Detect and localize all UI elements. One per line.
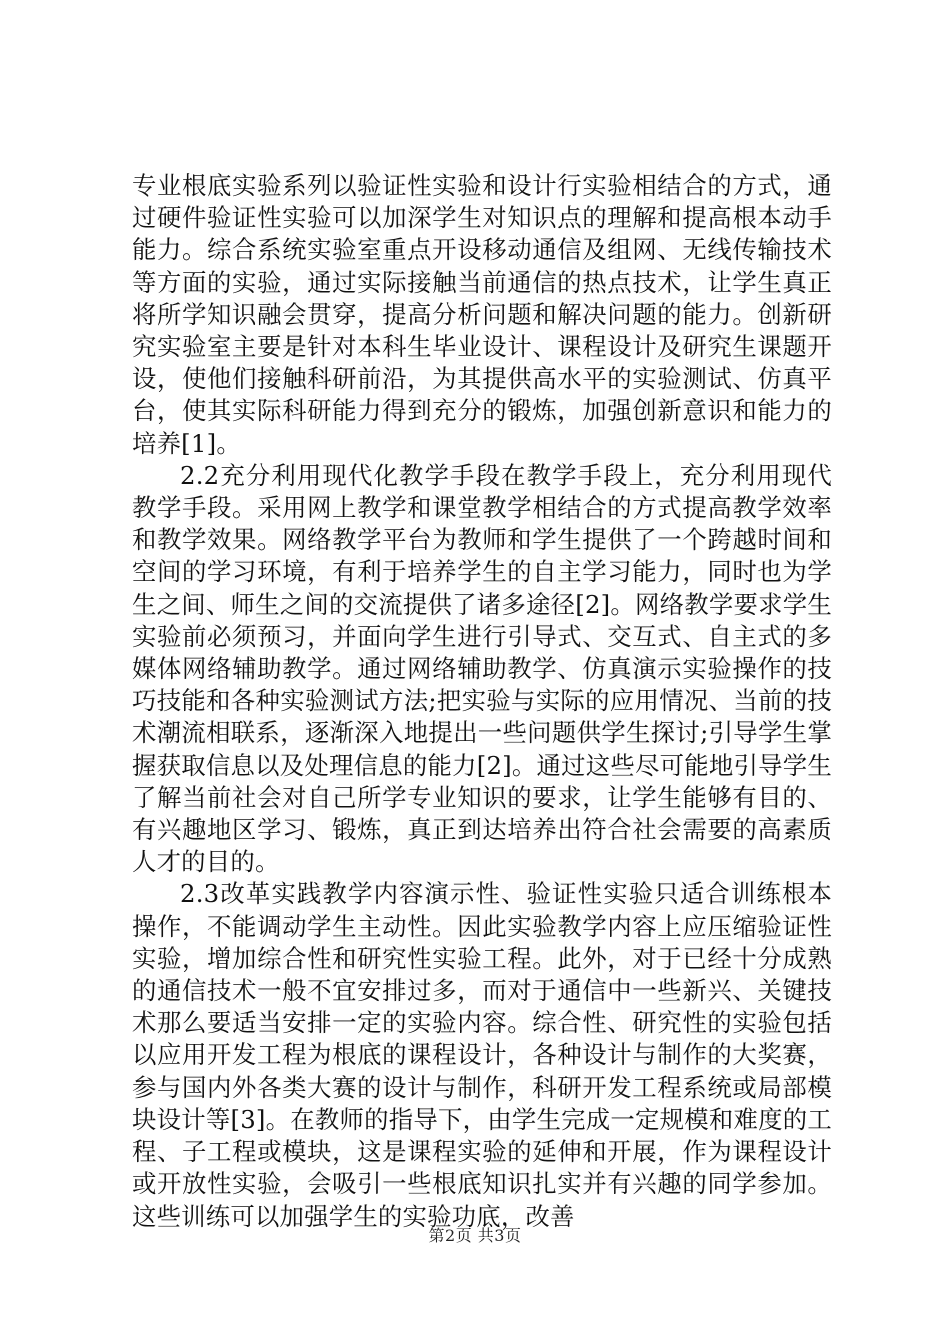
paragraph-section-2-3: 2.3改革实践教学内容演示性、验证性实验只适合训练根本操作，不能调动学生主动性。因此实验教学内容上应压缩验证性实验，增加综合性和研究性实验工程。此外，对于已经十分成熟的通信技术一般不宜安排过多，而对于通信中一些新兴、关键技术那么要适当安排一定的实验内容。综合性、研究性的实验包括以应用开发工程为根底的课程设计，各种设计与制作的大奖赛，参与国内外各类大赛的设计与制作，科研开发工程系统或局部模块设计等[3]。在教师的指导下，由学生完成一定规模和难度的工程、子工程或模块，这是课程实验的延伸和开展，作为课程设计或开放性实验，会吸引一些根底知识扎实并有兴趣的同学参加。这些训练可以加强学生的实验功底，改善 xyxy=(132,879,832,1231)
paragraph-lab-series: 专业根底实验系列以验证性实验和设计行实验相结合的方式，通过硬件验证性实验可以加深学生对知识点的理解和提高根本动手能力。综合系统实验室重点开设移动通信及组网、无线传输技术等方面的实验，通过实际接触当前通信的热点技术，让学生真正将所学知识融会贯穿，提高分析问题和解决问题的能力。创新研究实验室主要是针对本科生毕业设计、课程设计及研究生课题开设，使他们接触科研前沿，为其提供高水平的实验测试、仿真平台，使其实际科研能力得到充分的锻炼，加强创新意识和能力的培养[1]。 xyxy=(132,171,832,458)
paragraph-section-2-2: 2.2充分利用现代化教学手段在教学手段上，充分利用现代教学手段。采用网上教学和课堂教学相结合的方式提高教学效率和教学效果。网络教学平台为教师和学生提供了一个跨越时间和空间的学习环境，有利于培养学生的自主学习能力，同时也为学生之间、师生之间的交流提供了诸多途径[2]。网络教学要求学生实验前必须预习，并面向学生进行引导式、交互式、自主式的多媒体网络辅助教学。通过网络辅助教学、仿真演示实验操作的技巧技能和各种实验测试方法;把实验与实际的应用情况、当前的技术潮流相联系，逐渐深入地提出一些问题供学生探讨;引导学生掌握获取信息以及处理信息的能力[2]。通过这些尽可能地引导学生了解当前社会对自己所学专业知识的要求，让学生能够有目的、有兴趣地区学习、锻炼，真正到达培养出符合社会需要的高素质人才的目的。 xyxy=(132,460,832,877)
document-body xyxy=(132,170,832,1233)
page-number: 第2页 共3页 xyxy=(428,1226,522,1245)
